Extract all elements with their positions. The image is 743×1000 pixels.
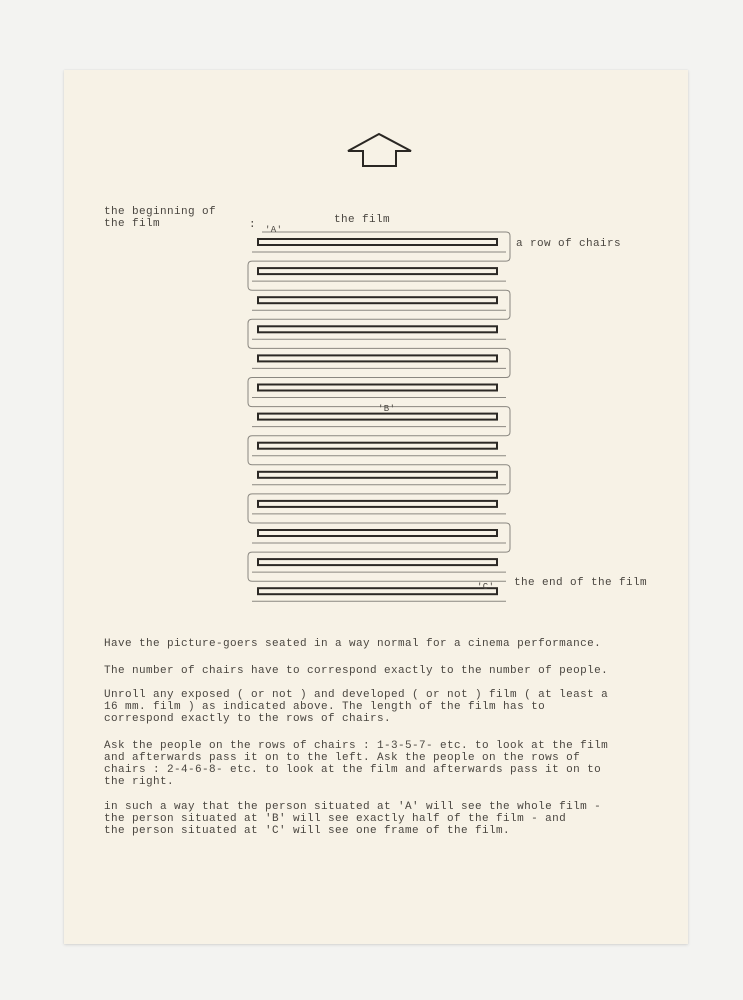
chair-row <box>258 530 497 536</box>
film-strip-path <box>248 232 510 601</box>
label-row-of-chairs: a row of chairs <box>516 238 622 250</box>
instruction-paragraph-2: The number of chairs have to correspond exactly to the number of people. <box>104 665 609 677</box>
chair-row <box>258 355 497 361</box>
colon-marker: : <box>249 219 257 231</box>
chair-row <box>258 268 497 274</box>
chair-row <box>258 414 497 420</box>
chair-row <box>258 501 497 507</box>
chair-row <box>258 297 497 303</box>
chair-row <box>258 559 497 565</box>
instruction-paragraph-1: Have the picture-goers seated in a way normal for a cinema performance. <box>104 638 602 650</box>
chair-row <box>258 385 497 391</box>
marker-c: 'C' <box>477 582 495 592</box>
chair-row <box>258 588 497 594</box>
chair-row <box>258 326 497 332</box>
instruction-paragraph-5: in such a way that the person situated at 'A' will see the whole film - the person situated at 'B' will see exactly half of the film - and the person situated at 'C' will see one frame of the film. <box>104 801 602 837</box>
chair-rows <box>258 239 497 594</box>
chair-row <box>258 239 497 245</box>
marker-b: 'B' <box>378 404 396 414</box>
marker-a: 'A' <box>265 225 283 235</box>
instruction-paragraph-3: Unroll any exposed ( or not ) and developed ( or not ) film ( at least a 16 mm. film ) as indicated above. The length of the film has to correspond exactly to the rows of chairs. <box>104 689 609 725</box>
label-end-of-film: the end of the film <box>514 577 648 589</box>
chair-row <box>258 443 497 449</box>
label-beginning-of-film: the beginning of the film <box>104 206 217 230</box>
instruction-paragraph-4: Ask the people on the rows of chairs : 1-3-5-7- etc. to look at the film and afterwards pass it on to the left. Ask the people on the rows of chairs : 2-4-6-8- etc. to look at the film and afterwards pass it on to the right. <box>104 740 609 788</box>
up-arrow-icon <box>348 134 411 166</box>
label-the-film: the film <box>334 214 391 226</box>
chair-row <box>258 472 497 478</box>
